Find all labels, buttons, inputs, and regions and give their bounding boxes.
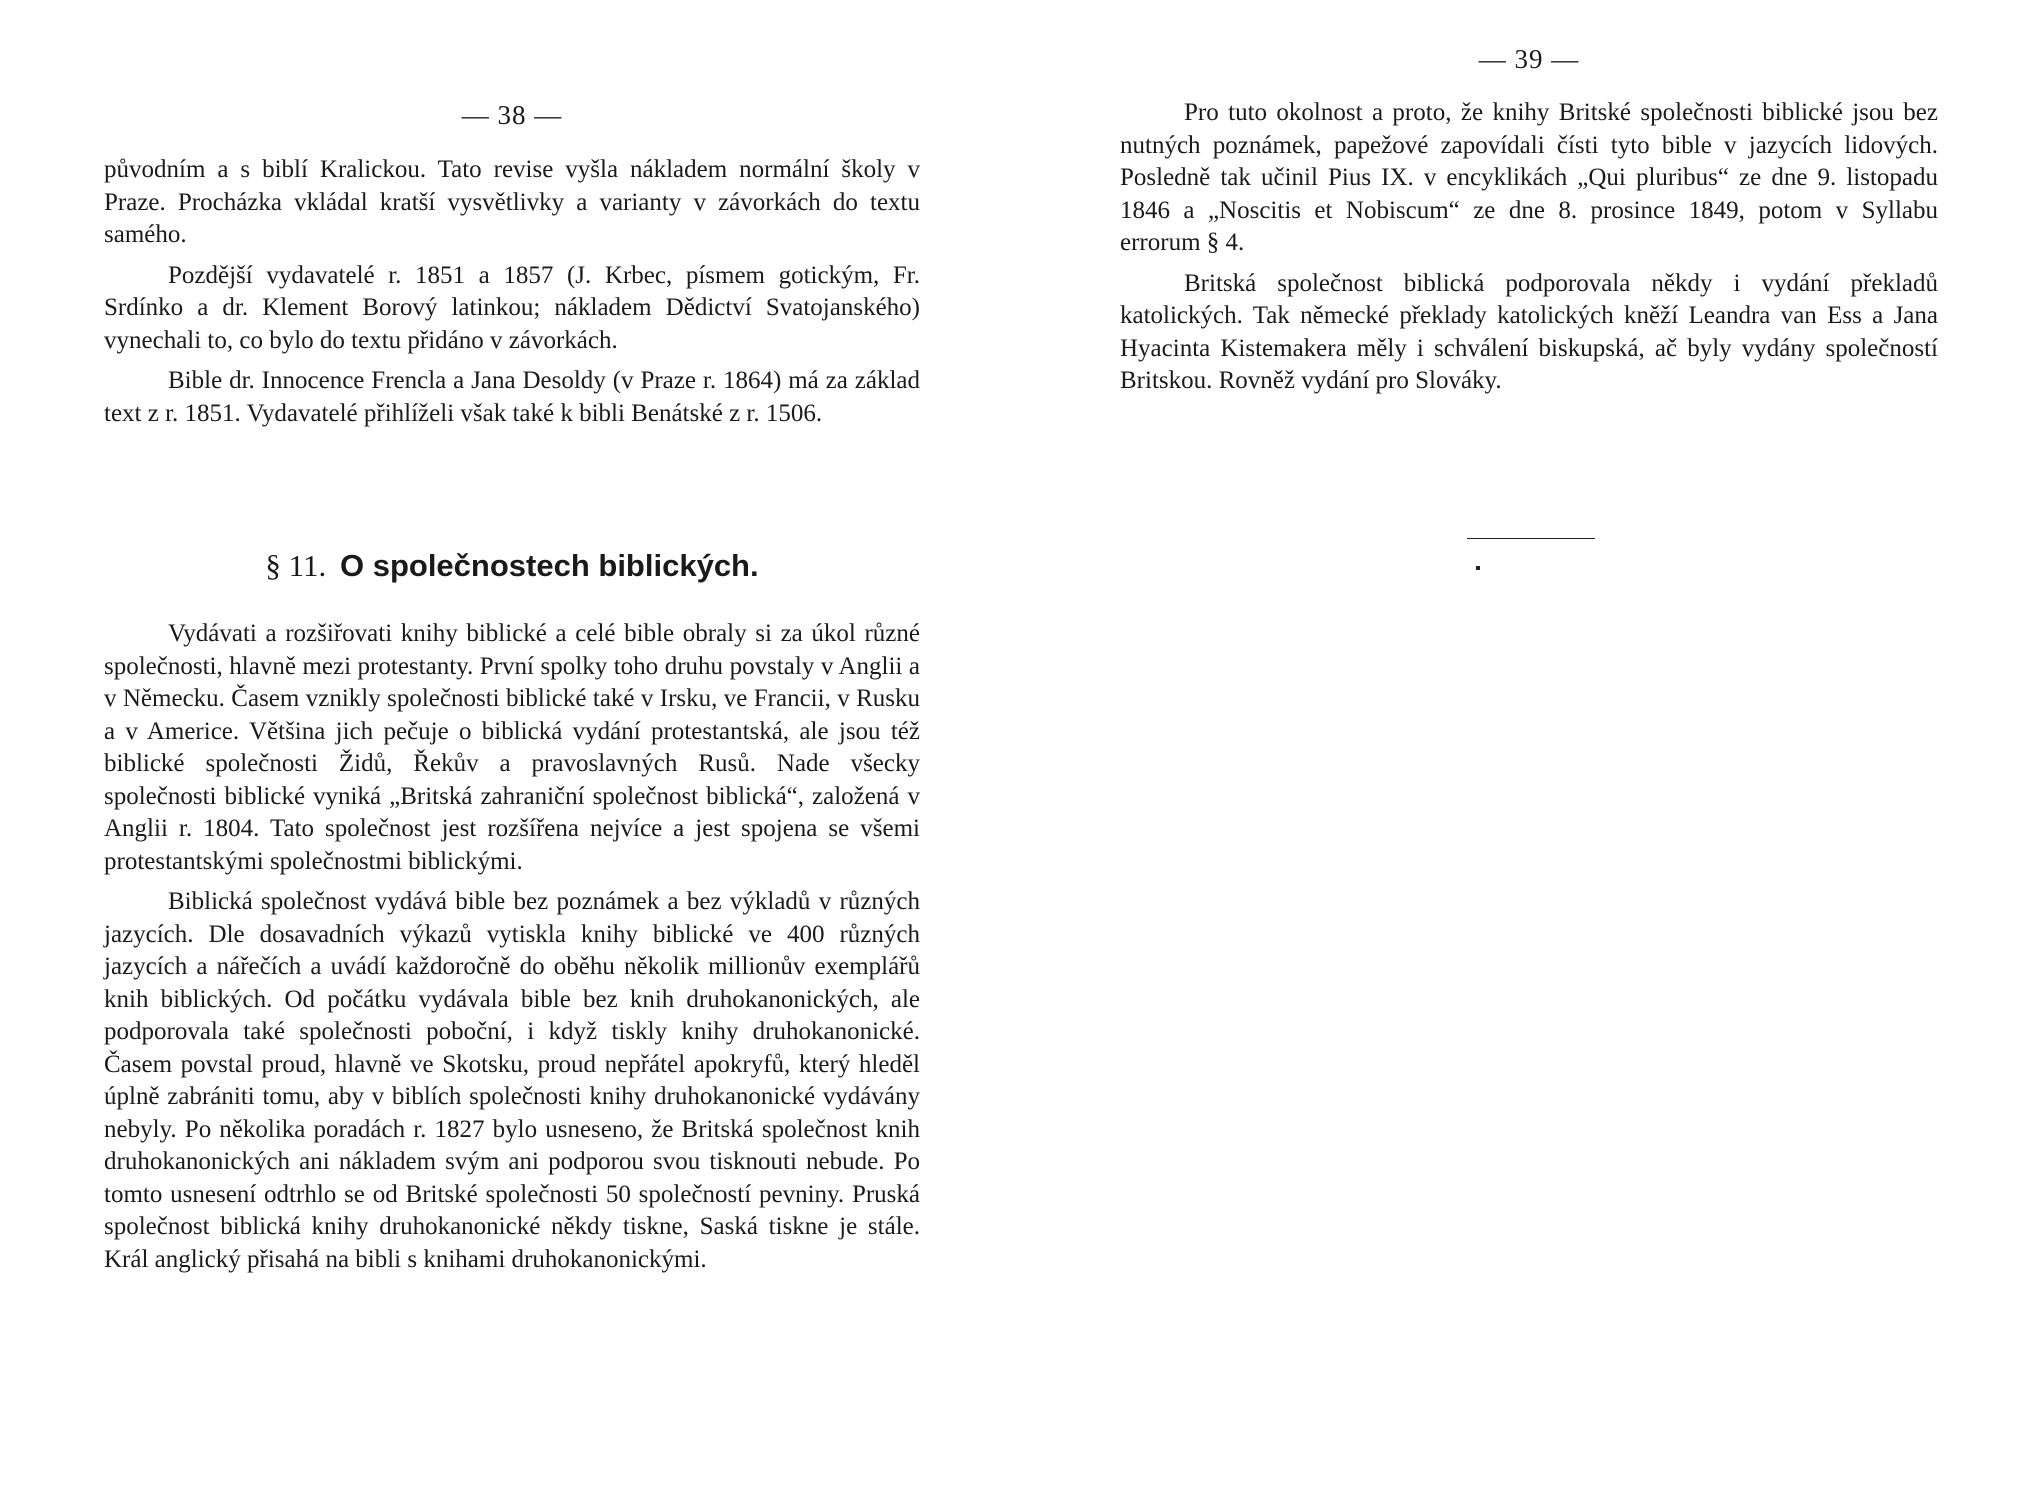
paragraph: Pozdější vydavatelé r. 1851 a 1857 (J. Krbec, písmem gotickým, Fr. Srdínko a dr. Klement Borový latinkou; nákladem Dědictví Svatojanského) vynechali to, co bylo do textu přidáno v závorkách. — [104, 261, 920, 354]
page-number-right: — 39 — — [1478, 44, 1580, 74]
section-heading — [104, 548, 920, 584]
paragraph: Biblická společnost vydává bible bez poznámek a bez výkladů v různých jazycích. Dle dosavadních výkazů vytiskla knihy biblické ve 400 různých jazycích a nářečích a uvádí každoročně do oběhu několik millionův exemplářů knih biblických. Od počátku vydávala bible bez knih druhokanonických, ale podporovala také společnosti poboční, i když tiskly knihy druhokanonické. Časem povstal proud, hlavně ve Skotsku, proud nepřátel apokryfů, který hleděl úplně zabrániti tomu, aby v biblích společnosti knihy druhokanonické vydávány nebyly. Po několika poradách r. 1827 bylo usneseno, že Britská společnost knih druhokanonických ani nákladem svým ani podporou svou tisknouti nebude. Po tomto usnesení odtrhlo se od Britské společnosti 50 společností pevniny. Pruská společnost biblická knihy druhokanonické někdy tiskne, Saská tiskne je stále. Král anglický přisahá na bibli s knihami druhokanonickými. — [104, 888, 920, 1273]
left-upper-text — [104, 154, 920, 438]
end-rule — [1467, 538, 1595, 539]
page-number-left: — 38 — — [461, 100, 563, 130]
end-dot — [1476, 566, 1480, 570]
right-text — [1120, 97, 1938, 406]
section-title: O společnostech biblických. — [339, 548, 759, 583]
paragraph: Britská společnost biblická podporovala někdy i vydání překladů katolických. Tak německé překlady katolických kněží Leandra van Ess a Jana Hyacinta Kistemakera měly i schválení biskupská, ač byly vydány společností Britskou. Rovněž vydání pro Slováky. — [1120, 269, 1938, 394]
left-lower-text — [104, 618, 920, 1284]
paragraph: původním a s biblí Kralickou. Tato revise vyšla nákladem normální školy v Praze. Procházka vkládal kratší vysvětlivky a varianty v závorkách do textu samého. — [104, 156, 920, 248]
section-number: § 11. — [265, 548, 327, 583]
paragraph: Pro tuto okolnost a proto, že knihy Britské společnosti biblické jsou bez nutných poznámek, papežové zapovídali čísti tyto bible v jazycích lidových. Posledně tak učinil Pius IX. v encyklikách „Qui pluribus“ ze dne 9. listopadu 1846 a „Noscitis et Nobiscum“ ze dne 8. prosince 1849, potom v Syllabu errorum § 4. — [1120, 99, 1938, 256]
paragraph: Vydávati a rozšiřovati knihy biblické a celé bible obraly si za úkol různé společnosti, hlavně mezi protestanty. První spolky toho druhu povstaly v Anglii a v Německu. Časem vznikly společnosti biblické také v Irsku, ve Francii, v Rusku a v Americe. Většina jich pečuje o biblická vydání protestantská, ale jsou též biblické společnosti Židů, Řekův a pravoslavných Rusů. Nade všecky společnosti biblické vyniká „Britská zahraniční společnost biblická“, založená v Anglii r. 1804. Tato společnost jest rozšířena nejvíce a jest spojena se všemi protestantskými společnostmi biblickými. — [104, 620, 920, 875]
paragraph: Bible dr. Innocence Frencla a Jana Desoldy (v Praze r. 1864) má za základ text z r. 1851. Vydavatelé přihlíželi však také k bibli Benátské z r. 1506. — [104, 367, 920, 427]
